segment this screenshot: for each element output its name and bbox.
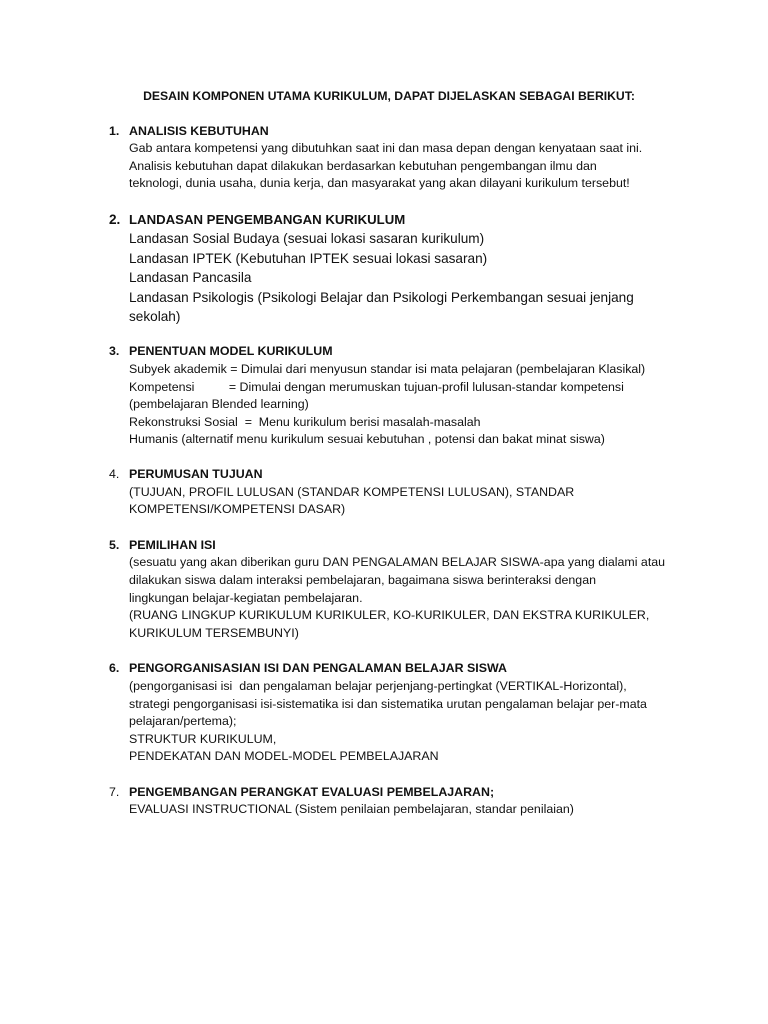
section-heading: ANALISIS KEBUTUHAN [129,123,269,138]
section-text-line: KOMPETENSI/KOMPETENSI DASAR) [129,502,346,517]
document-title: DESAIN KOMPONEN UTAMA KURIKULUM, DAPAT DIJELASKAN SEBAGAI BERIKUT: [143,89,635,103]
section-text-line: (RUANG LINGKUP KURIKULUM KURIKULER, KO-KURIKULER, DAN EKSTRA KURIKULER, [129,608,650,623]
section-6 [0,660,768,766]
section-text-line: STRUKTUR KURIKULUM, [129,731,277,746]
section-text-line: teknologi, dunia usaha, dunia kerja, dan masyarakat yang akan dilayani kurikulum tersebut! [129,176,630,191]
section-text-line: Humanis (alternatif menu kurikulum sesuai kebutuhan , potensi dan bakat minat siswa) [129,432,605,447]
section-heading: PENENTUAN MODEL KURIKULUM [129,344,333,359]
section-text-line: Landasan Psikologis (Psikologi Belajar dan Psikologi Perkembangan sesuai jenjang [129,289,634,305]
section-heading: PEMILIHAN ISI [129,537,216,552]
section-number: 2. [109,211,121,227]
section-text-line: Rekonstruksi Sosial = Menu kurikulum berisi masalah-masalah [129,414,481,429]
section-text-line: lingkungan belajar-kegiatan pembelajaran. [129,590,363,605]
section-3 [0,343,768,449]
section-heading: PENGORGANISASIAN ISI DAN PENGALAMAN BELAJAR SISWA [129,661,507,676]
section-text-line: Gab antara kompetensi yang dibutuhkan saat ini dan masa depan dengan kenyataan saat ini. [129,141,643,156]
section-text-line: KURIKULUM TERSEMBUNYI) [129,625,299,640]
section-number: 6. [109,661,120,676]
section-list [0,123,768,819]
section-text-line: (pembelajaran Blended learning) [129,397,309,412]
section-text-line: (pengorganisasi isi dan pengalaman belajar perjenjang-pertingkat (VERTIKAL-Horizontal), [129,678,627,693]
section-text-line: (sesuatu yang akan diberikan guru DAN PENGALAMAN BELAJAR SISWA-apa yang dialami atau [129,555,666,570]
section-heading: LANDASAN PENGEMBANGAN KURIKULUM [129,211,406,227]
section-number: 7. [109,784,120,799]
section-7 [0,784,768,819]
section-text-line: pelajaran/pertema); [129,714,237,729]
section-1 [0,123,768,193]
section-text-line: Subyek akademik = Dimulai dari menyusun standar isi mata pelajaran (pembelajaran Klasikal) [129,362,646,376]
section-text-line: dilakukan siswa dalam interaksi pembelajaran, bagaimana siswa berinteraksi dengan [129,572,596,587]
section-heading: PERUMUSAN TUJUAN [129,466,263,481]
section-text-line: Landasan IPTEK (Kebutuhan IPTEK sesuai lokasi sasaran) [129,250,488,266]
section-text-line: Landasan Sosial Budaya (sesuai lokasi sasaran kurikulum) [129,231,485,247]
section-heading: PENGEMBANGAN PERANGKAT EVALUASI PEMBELAJARAN; [129,784,495,799]
section-number: 4. [109,466,120,481]
section-text-line: strategi pengorganisasi isi-sistematika isi dan sistematika urutan pengalaman belajar per-mata [129,696,647,711]
section-4 [0,466,768,519]
section-text-line: Analisis kebutuhan dapat dilakukan berdasarkan kebutuhan pengembangan ilmu dan [129,158,597,173]
section-text-line: Kompetensi = Dimulai dengan merumuskan tujuan-profil lulusan-standar kompetensi [129,379,624,394]
section-text-line: Landasan Pancasila [129,270,252,286]
section-5 [0,537,768,643]
section-text-line: EVALUASI INSTRUCTIONAL (Sistem penilaian pembelajaran, standar penilaian) [129,802,574,817]
section-text-line: (TUJUAN, PROFIL LULUSAN (STANDAR KOMPETENSI LULUSAN), STANDAR [129,484,575,499]
section-number: 3. [109,344,120,359]
section-number: 5. [109,537,120,552]
section-text-line: sekolah) [129,309,181,324]
section-text-line: PENDEKATAN DAN MODEL-MODEL PEMBELAJARAN [129,749,439,764]
section-number: 1. [109,123,120,138]
section-2 [0,210,768,326]
